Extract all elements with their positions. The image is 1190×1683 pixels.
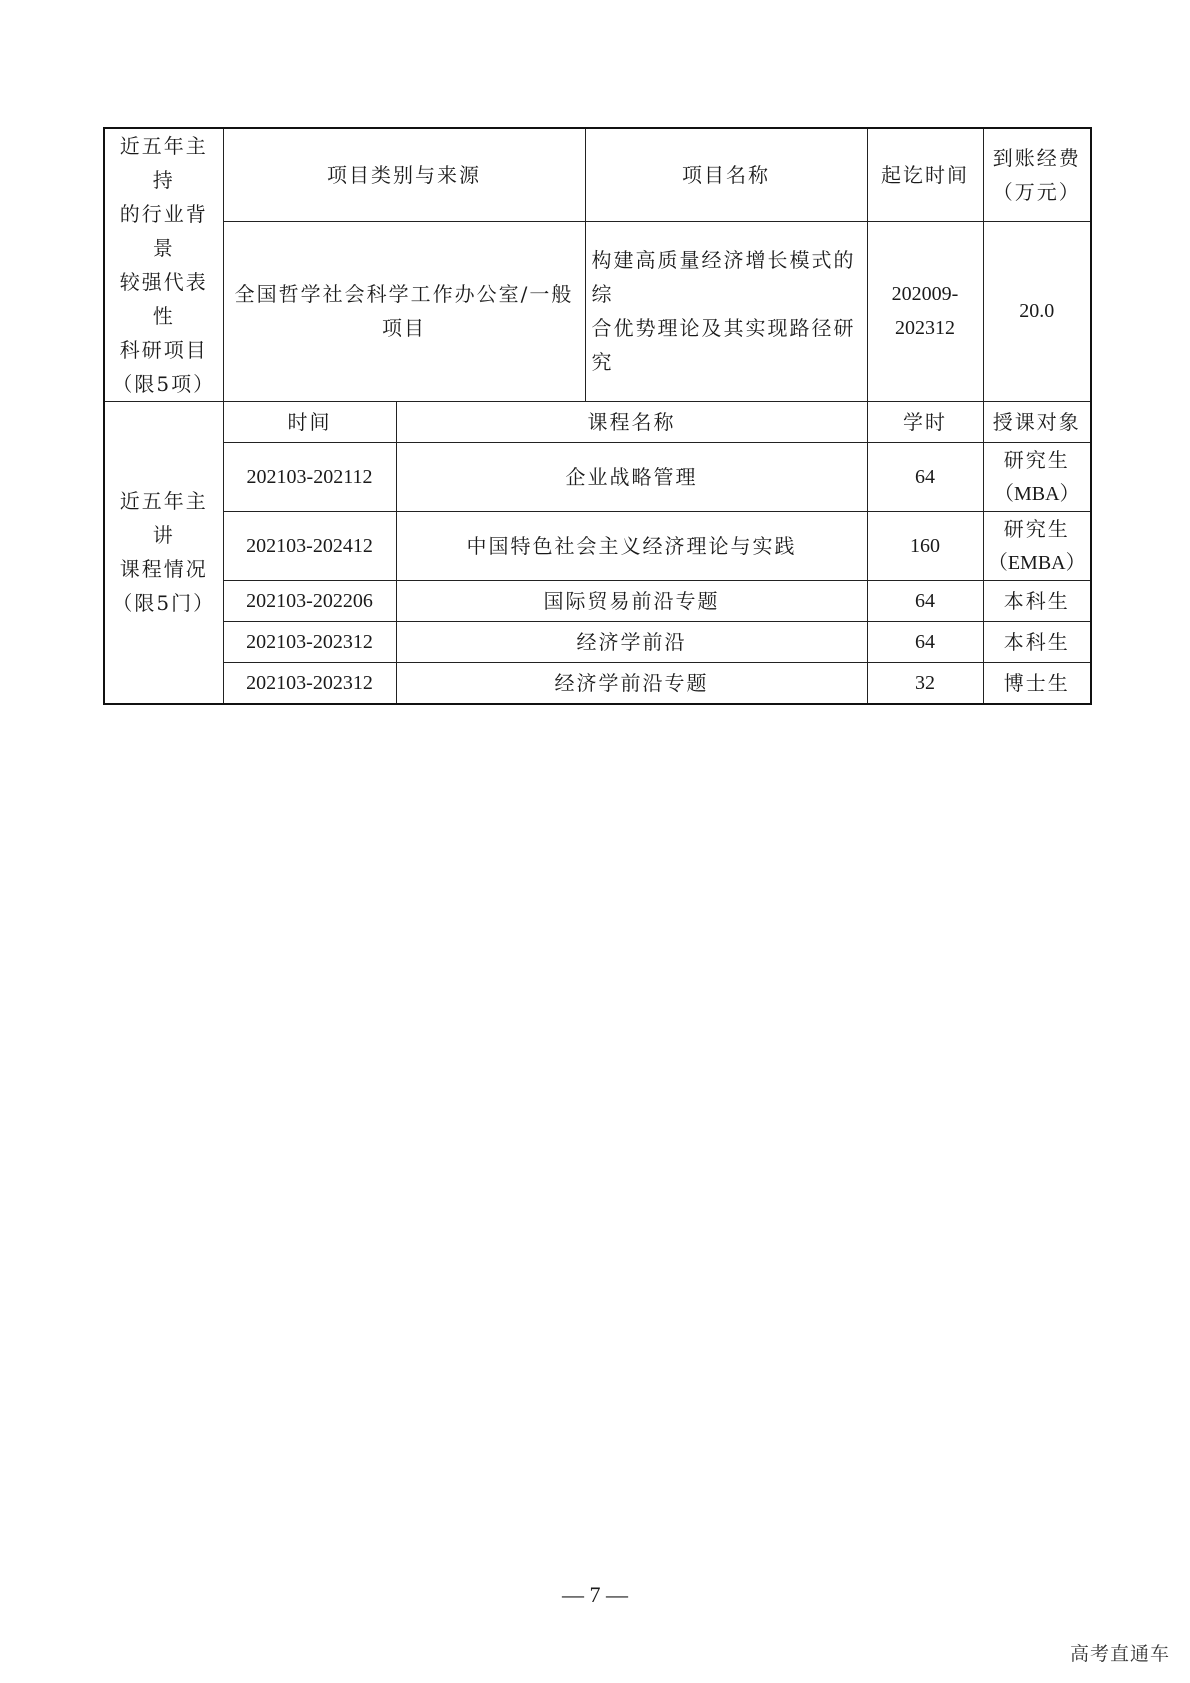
header-time: 时间 [223,402,396,443]
page-number: — 7 — [562,1582,628,1607]
course-audience [983,512,1091,581]
courses-section-label [104,402,223,704]
courses-header-row [104,402,1091,443]
header-funding-unit: （万元） [992,179,1081,204]
course-row [104,622,1091,663]
project-name-line: 合优势理论及其实现路径研究 [591,316,856,375]
course-audience: 本科生 [983,622,1091,663]
course-row [104,443,1091,512]
label-line: 近五年主讲 [119,489,208,548]
course-hours: 64 [867,622,983,663]
header-funding-line: 到账经费 [992,145,1081,170]
period-line: 202009- [891,283,959,306]
audience-line: 研究生 [1003,517,1070,541]
projects-section-label [104,128,223,402]
header-funding [983,128,1091,221]
period-line: 202312 [895,317,955,340]
course-row [104,581,1091,622]
project-row [104,221,1091,401]
audience-detail: （EMBA） [987,552,1086,574]
course-time: 202103-202312 [223,622,396,663]
course-hours: 64 [867,581,983,622]
course-audience [983,443,1091,512]
project-name-line: 构建高质量经济增长模式的综 [591,248,856,307]
course-time: 202103-202206 [223,581,396,622]
course-name: 经济学前沿 [396,622,867,663]
course-name: 企业战略管理 [396,443,867,512]
course-time: 202103-202112 [223,443,396,512]
label-line: （限5项） [112,372,216,396]
label-line: 课程情况 [119,557,208,582]
label-line: 近五年主持 [119,134,208,192]
course-row [104,663,1091,704]
watermark-text: 高考直通车 [1069,1643,1170,1665]
course-name: 中国特色社会主义经济理论与实践 [396,512,867,581]
course-audience: 博士生 [983,663,1091,704]
audience-detail: （MBA） [993,483,1080,505]
label-line: 的行业背景 [119,202,208,260]
course-time: 202103-202412 [223,512,396,581]
label-line: 科研项目 [119,338,208,362]
header-course-name: 课程名称 [396,402,867,443]
label-line: 较强代表性 [119,270,208,328]
project-period [867,221,983,401]
projects-header-row [104,128,1091,221]
header-period: 起讫时间 [867,128,983,221]
project-category [223,221,585,401]
project-funding: 20.0 [983,221,1091,401]
header-category: 项目类别与来源 [223,128,585,221]
course-row [104,512,1091,581]
course-audience: 本科生 [983,581,1091,622]
course-hours: 32 [867,663,983,704]
category-line: 全国哲学社会科学工作办公室/一般 [234,282,574,307]
course-name: 国际贸易前沿专题 [396,581,867,622]
label-line: （限5门） [112,591,216,616]
header-audience: 授课对象 [983,402,1091,443]
header-project-name: 项目名称 [585,128,867,221]
audience-line: 研究生 [1003,448,1070,472]
course-time: 202103-202312 [223,663,396,704]
course-name: 经济学前沿专题 [396,663,867,704]
project-name [585,221,867,401]
category-line: 项目 [382,316,426,341]
course-hours: 160 [867,512,983,581]
header-hours: 学时 [867,402,983,443]
info-table [103,127,1092,705]
course-hours: 64 [867,443,983,512]
